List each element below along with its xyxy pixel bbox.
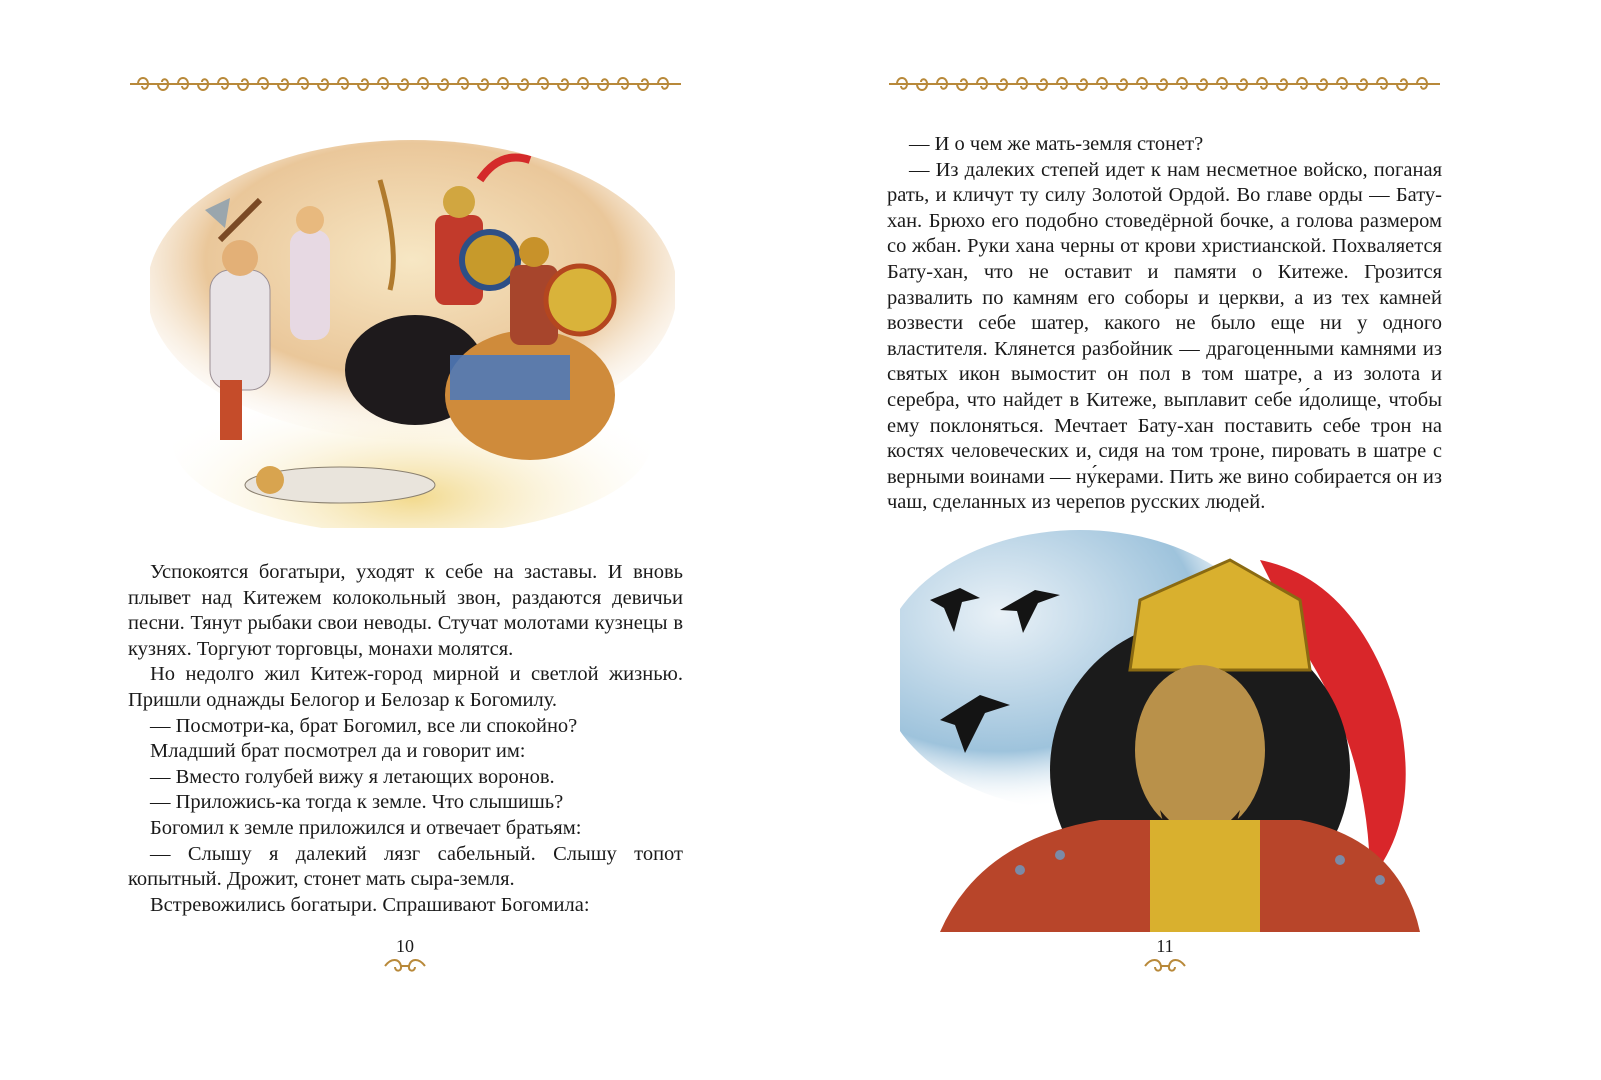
paragraph: — Приложись-ка тогда к земле. Что слышишь?	[150, 791, 564, 814]
paragraph: Встревожились богатыри. Спрашивают Богомила:	[150, 893, 590, 916]
paragraph: Младший брат посмотрел да и говорит им:	[150, 740, 526, 763]
top-ornament-border	[128, 70, 683, 98]
footer-ornament-icon	[383, 956, 427, 976]
khan-portrait-image	[900, 520, 1445, 932]
scroll-ornament-icon	[128, 70, 683, 98]
footer-ornament-icon	[1143, 956, 1187, 976]
paragraph: Но недолго жил Китеж-город мирной и светлой жизнью. Пришли однажды Белогор и Белозар к Богомилу.	[128, 663, 683, 711]
battle-illustration	[150, 140, 675, 528]
paragraph: — Слышу я далекий лязг сабельный. Слышу топот копытный. Дрожит, стонет мать сыра-земля.	[128, 842, 683, 891]
paragraph: Богомил к земле приложился и отвечает братьям:	[150, 816, 582, 839]
page-number: 10	[396, 936, 414, 956]
page-number: 11	[1156, 936, 1174, 956]
scroll-ornament-icon	[887, 70, 1442, 98]
right-page	[800, 0, 1601, 1080]
paragraph: — Из далеких степей идет к нам несметное войско, поганая рать, и кличут ту силу Золотой Ордой. Во главе орды — Бату-хан. Брюхо его подобно стоведёрной бочке, а голова размером со жбан. Руки хана черны от крови христианской. Похваляется Бату-хан, что не оставит и памяти о Китеже. Грозится развалить по камням его соборы и церкви, а из тех камней возвести себе шатер, какого не было еще ни у одного властителя. Клянется разбойник — драгоценными камнями из святых икон вымостит он пол в том шатре, а из золота и серебра, что найдет в Китеже, выплавит себе и́долище, чтобы ему поклоняться. Мечтает Бату-хан поставить себе трон на костях человеческих и, сидя на том троне, пировать в шатре с верными воинами — ну́керами. Пить же вино собирается он из чаш, сделанных из черепов русских людей.	[887, 158, 1442, 514]
paragraph: — И о чем же мать-земля стонет?	[909, 133, 1204, 155]
paragraph: — Посмотри-ка, брат Богомил, все ли спокойно?	[150, 714, 578, 737]
khan-portrait-illustration	[900, 520, 1445, 932]
left-page-text	[128, 560, 683, 918]
right-page-text	[887, 132, 1442, 516]
top-ornament-border	[887, 70, 1442, 98]
battle-scene-image	[150, 140, 675, 528]
left-page	[0, 0, 800, 1080]
paragraph: — Вместо голубей вижу я летающих воронов.	[150, 765, 555, 788]
paragraph: Успокоятся богатыри, уходят к себе на заставы. И вновь плывет над Китежем колокольный звон, раздаются девичьи песни. Тянут рыбаки свои неводы. Стучат молотами кузнецы в кузнях. Торгуют торговцы, монахи молятся.	[128, 561, 683, 660]
